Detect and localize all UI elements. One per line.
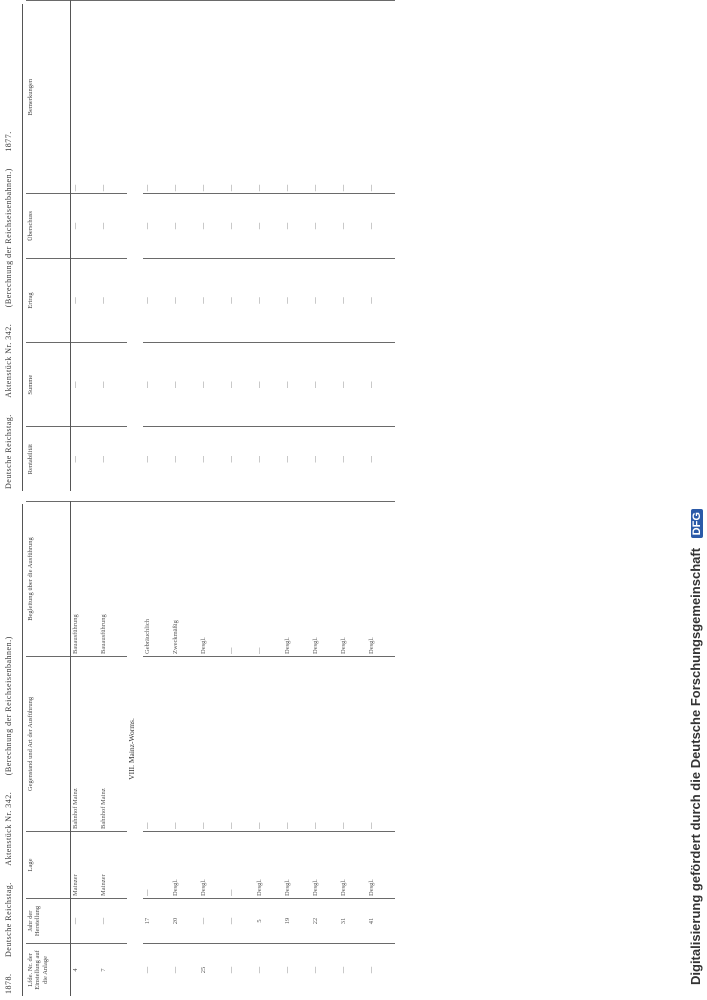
section-heading: VIII. Mainz-Worms. [127,502,143,997]
table-row [171,1,199,492]
running-head-part: (Berechnung der Reichseisenbahnen.) [4,636,13,776]
table-cell: — [171,343,199,427]
table-row [339,502,367,997]
table-row [367,1,395,492]
table-cell: Desgl. [311,502,339,657]
table-cell: — [227,343,255,427]
running-head-part: Deutsche Reichstag. [4,414,13,489]
table-cell: — [71,194,100,259]
table-cell: — [255,343,283,427]
column-header: Rentabilität [26,427,71,491]
table-cell: — [143,832,171,899]
table-cell: — [143,427,171,491]
column-header: Lfde. Nr. der Einstellung auf die Anlage [26,944,71,997]
table-cell: — [143,194,171,259]
table-cell: — [171,657,199,832]
table-row [199,1,227,492]
table-cell: — [99,1,127,194]
table-cell: Bauausführung [99,502,127,657]
table-cell: — [71,1,100,194]
table-cell: — [339,944,367,997]
table-cell: — [339,194,367,259]
table-cell: Desgl. [283,502,311,657]
running-head-part: 1878. [4,973,13,994]
table-cell: Mainzer [71,832,100,899]
column-header: Überschuss [26,194,71,259]
table-cell: — [199,427,227,491]
table-cell: — [367,427,395,491]
table-cell: Bahnhof Mainz [99,657,127,832]
table-cell: — [199,657,227,832]
table-cell: — [339,258,367,342]
table-cell: — [255,194,283,259]
running-head-part: Aktenstück Nr. 342. [4,791,13,866]
table-cell: Desgl. [367,502,395,657]
table-cell: — [227,944,255,997]
table-cell: — [255,657,283,832]
table-row [311,1,339,492]
column-header: Ertrag [26,258,71,342]
table-cell: — [143,343,171,427]
table-cell: — [283,427,311,491]
table-cell: — [143,258,171,342]
table-cell: Mainzer [99,832,127,899]
running-head-part: Aktenstück Nr. 342. [4,323,13,398]
table-cell: Bahnhof Mainz [71,657,100,832]
table-cell: Gebräuchlich [143,502,171,657]
table-row [227,1,255,492]
table-row [255,1,283,492]
table-cell: — [283,258,311,342]
table-cell: — [367,258,395,342]
running-head-part: (Berechnung der Reichseisenbahnen.) [4,168,13,308]
table-cell: — [99,194,127,259]
table-cell: Desgl. [339,502,367,657]
table-cell: 31 [339,899,367,944]
table-row [99,502,127,997]
column-header: Begleitung über die Ausführung [26,502,71,657]
table-cell: — [367,657,395,832]
table-cell: 5 [255,899,283,944]
table-cell: — [227,502,255,657]
table-row [71,1,100,492]
table-cell: — [283,194,311,259]
table-cell: — [143,944,171,997]
table-row [199,502,227,997]
column-header: Lage [26,832,71,899]
table-row [227,502,255,997]
table-cell: — [283,944,311,997]
right-running-head [4,6,18,489]
table-cell: 17 [143,899,171,944]
table-cell: Desgl. [199,832,227,899]
table-row [255,502,283,997]
table-cell: — [71,343,100,427]
left-page [0,500,660,1000]
table-cell: — [311,427,339,491]
table-row [143,1,171,492]
table-cell: — [311,194,339,259]
right-table [26,0,395,491]
table-cell: — [283,343,311,427]
table-cell: Desgl. [199,502,227,657]
table-cell: Desgl. [367,832,395,899]
running-head-part: 1877. [4,131,13,152]
table-cell: — [71,899,100,944]
table-cell: — [71,427,100,491]
table-cell: — [171,427,199,491]
table-cell: — [227,1,255,194]
table-cell: — [171,1,199,194]
right-page [0,0,660,495]
table-row [311,502,339,997]
table-row [171,502,199,997]
table-cell: — [283,657,311,832]
digitization-credit [688,5,703,985]
section-spacer-row [127,1,143,492]
table-cell: Bauausführung [71,502,100,657]
table-cell: — [143,657,171,832]
table-cell: — [255,258,283,342]
table-cell: — [339,657,367,832]
head-rule [22,4,23,491]
table-row [283,1,311,492]
column-header: Summe [26,343,71,427]
table-cell: — [71,258,100,342]
credit-text: Digitalisierung gefördert durch die Deutsche Forschungsgemeinschaft [688,547,703,985]
table-cell: — [311,944,339,997]
table-cell: Desgl. [171,832,199,899]
table-cell: — [171,194,199,259]
table-cell: 4 [71,944,100,997]
left-running-head [4,506,18,994]
table-cell: — [227,899,255,944]
table-cell: 7 [99,944,127,997]
column-header: Bemerkungen [26,1,71,194]
table-cell: — [255,502,283,657]
table-cell: — [311,657,339,832]
table-cell: 19 [283,899,311,944]
dfg-logo-icon: DFG [691,509,703,538]
table-cell: — [227,427,255,491]
table-cell: — [255,944,283,997]
table-cell: Desgl. [339,832,367,899]
table-cell: — [283,1,311,194]
table-cell: — [311,343,339,427]
left-table [26,501,395,996]
table-row [99,1,127,492]
table-cell: — [199,899,227,944]
table-cell: Desgl. [255,832,283,899]
table-cell: — [255,427,283,491]
table-cell: 25 [199,944,227,997]
table-cell: — [367,1,395,194]
table-cell: — [199,1,227,194]
table-cell: — [311,258,339,342]
column-header: Jahr der Herstellung [26,899,71,944]
table-cell: 20 [171,899,199,944]
column-header: Gegenstand und Art der Ausführung [26,657,71,832]
table-cell: Zweckmäßig [171,502,199,657]
head-rule [22,504,23,996]
table-cell: Desgl. [283,832,311,899]
table-cell: — [367,343,395,427]
table-cell: — [227,194,255,259]
table-cell: — [99,899,127,944]
table-cell: Desgl. [311,832,339,899]
section-heading-row [127,502,143,997]
table-cell: — [227,657,255,832]
table-cell: — [199,258,227,342]
table-cell: — [255,1,283,194]
table-row [71,502,100,997]
table-cell: — [311,1,339,194]
table-cell: — [339,343,367,427]
table-row [339,1,367,492]
table-cell: — [99,343,127,427]
table-cell: — [99,258,127,342]
table-cell: — [199,194,227,259]
table-cell: 41 [367,899,395,944]
table-row [367,502,395,997]
table-cell: — [171,258,199,342]
table-cell: — [199,343,227,427]
table-cell: — [339,1,367,194]
table-cell: — [339,427,367,491]
table-cell: — [367,194,395,259]
table-cell: 22 [311,899,339,944]
table-cell: — [367,944,395,997]
table-cell: — [143,1,171,194]
table-row [143,502,171,997]
table-cell: — [227,258,255,342]
table-cell: — [99,427,127,491]
table-cell: — [171,944,199,997]
running-head-part: Deutsche Reichstag. [4,882,13,957]
table-row [283,502,311,997]
table-cell: — [227,832,255,899]
